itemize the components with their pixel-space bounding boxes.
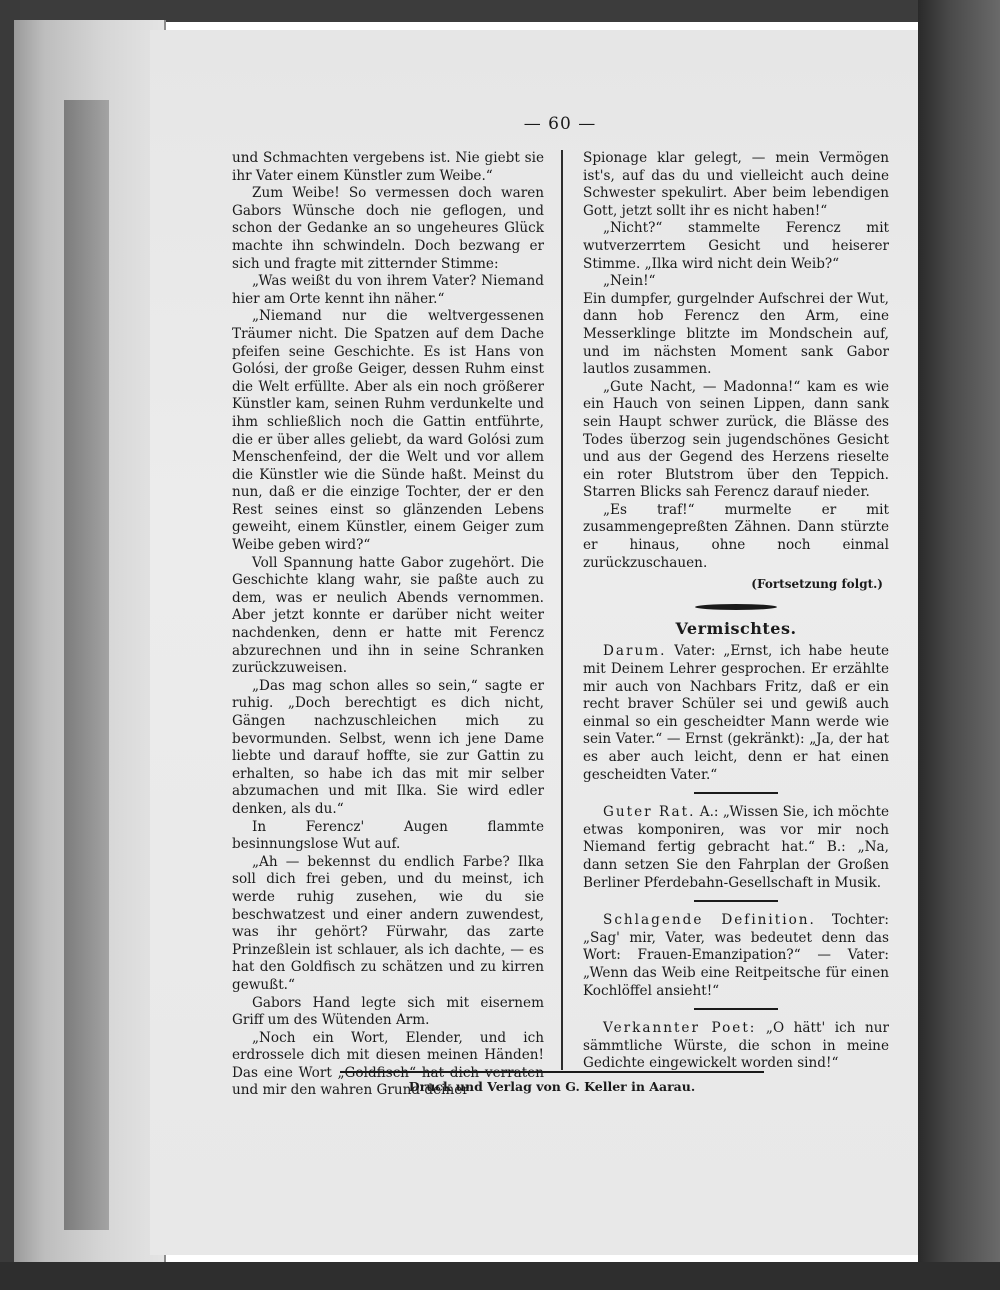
item-lead: Darum. (603, 643, 667, 660)
miscellany-item (583, 1020, 889, 1073)
paragraph: Zum Weibe! So vermessen doch waren Gabors Wünsche doch nie geflogen, und schon der Gedanke an so ungeheures Glück machte ihn schwindeln. Doch bezwang er sich und fragte mit zitternder Stimme: (232, 185, 544, 272)
miscellany-item (583, 804, 889, 892)
item-text: Vater: „Ernst, ich habe heute mit Deinem Lehrer gesprochen. Er erzählte mir auch von Nachbars Fritz, daß er ein recht braver Schüler sei und gewiß auch einmal so ein gescheidter Mann werde wie sein Vater.“ — Ernst (gekränkt): „Ja, der hat es aber auch leicht, denn er hat einen gescheidten Vater.“ (583, 643, 889, 783)
paragraph: Gabors Hand legte sich mit eisernem Griff um des Wütenden Arm. (232, 994, 544, 1029)
right-column (583, 150, 889, 1081)
scan-border-right (918, 0, 1000, 1290)
scan-border-top (0, 0, 1000, 22)
item-lead: Verkannter Poet: (603, 1020, 757, 1037)
paragraph: Voll Spannung hatte Gabor zugehört. Die Geschichte klang wahr, sie paßte auch zu dem, was er neulich Abends vernommen. Aber jetzt konnte er darüber nicht weiter nachdenken, denn er hatte mit Ferencz abzurechnen und ihn in seine Schranken zurückzuweisen. (232, 554, 544, 677)
item-divider (694, 792, 778, 794)
imprint-line: Druck und Verlag von G. Keller in Aarau. (408, 1079, 696, 1094)
paragraph: „Was weißt du von ihrem Vater? Niemand hier am Orte kennt ihn näher.“ (232, 273, 544, 307)
paragraph: „Niemand nur die weltvergessenen Träumer nicht. Die Spatzen auf dem Dache pfeifen seine Geschichte. Es ist Hans von Golósi, der große Geiger, dessen Ruhm einst die Welt erfüllte. Aber als ein noch größerer Künstler kam, seinen Ruhm verdunkelte und ihm schließlich noch die Gattin entführte, die er über alles geliebt, da ward Golósi zum Menschenfeind, der die Welt und vor allem die Künstler wie die Sünde haßt. Meinst du nun, daß er die einzige Tochter, der er den Rest seines einst so glänzenden Lebens geweiht, einem Künstler, einem Geiger zum Weibe geben wird?“ (232, 308, 544, 554)
paragraph: In Ferencz' Augen flammte besinnungslose Wut auf. (232, 818, 544, 853)
paragraph: „Gute Nacht, — Madonna!“ kam es wie ein Hauch von seinen Lippen, dann sank sein Haupt schwer zurück, die Blässe des Todes überzog sein jugendschönes Gesicht und aus der Gegend des Herzens rieselte ein roter Blutstrom über den Teppich. Starren Blicks sah Ferencz darauf nieder. (583, 378, 889, 501)
item-text: „O hätt' ich nur sämmtliche Würste, die schon in meine Gedichte eingewickelt worden sind!“ (583, 1020, 889, 1072)
paragraph: „Noch ein Wort, Elender, und ich erdrossele dich mit diesen meinen Händen! Das eine Wort „Goldfisch“ hat dich verraten und mir den wahren Grund deiner (232, 1029, 544, 1099)
paragraph: „Ah — bekennst du endlich Farbe? Ilka soll dich frei geben, und du meinst, ich werde ruhig zusehen, wie du sie beschwatzest und einer andern zuwendest, was ihr gehört? Fürwahr, das zarte Prinzeßlein ist schlauer, als ich dachte, — es hat den Goldfisch zu schätzen und zu kirren gewußt.“ (232, 853, 544, 993)
paragraph: „Es traf!“ murmelte er mit zusammengepreßten Zähnen. Dann stürzte er hinaus, ohne noch einmal zurückzuschauen. (583, 501, 889, 571)
item-text: Tochter: „Sag' mir, Vater, was bedeutet denn das Wort: Frauen-Emanzipation?“ — Vater: „Wenn das Weib eine Reitpeitsche für einen Kochlöffel ansieht!“ (583, 912, 889, 999)
column-divider (561, 150, 563, 1070)
continued-note: (Fortsetzung folgt.) (751, 577, 883, 592)
paragraph: Spionage klar gelegt, — mein Vermögen ist's, auf das du und vielleicht auch deine Schwester spekulirt. Aber beim lebendigen Gott, jetzt sollt ihr es nicht haben!“ (583, 150, 889, 219)
book-binding-strip (14, 20, 166, 1270)
item-lead: Guter Rat. (603, 804, 696, 821)
paragraph: „Das mag schon alles so sein,“ sagte er ruhig. „Doch berechtigt es dich nicht, Gängen nachzuschleichen mich zu bevormunden. Selbst, wenn ich jene Dame liebte und darauf hoffte, sie zur Gattin zu erhalten, so habe ich das mit mir selber abzumachen und mit Ilka. Sie wird edler denken, als du.“ (232, 677, 544, 817)
section-heading: Vermischtes. (675, 618, 797, 638)
paragraph: und Schmachten vergebens ist. Nie giebt sie ihr Vater einem Künstler zum Weibe.“ (232, 150, 544, 184)
page-number: — 60 — (523, 114, 597, 134)
item-lead: Schlagende Definition. (603, 912, 816, 929)
footer-rule (340, 1071, 764, 1073)
item-text: A.: „Wissen Sie, ich möchte etwas komponiren, was vor mir noch Niemand fertig gebracht hat.“ B.: „Na, dann setzen Sie den Fahrplan der Großen Berliner Pferdebahn-Gesellschaft in Musik. (583, 804, 889, 891)
miscellany-item (583, 643, 889, 784)
ornament-divider (695, 604, 777, 610)
item-divider (694, 900, 778, 902)
miscellany-item (583, 912, 889, 1000)
binding-shadow (64, 100, 109, 1230)
paragraph: Ein dumpfer, gurgelnder Aufschrei der Wut, dann hob Ferencz den Arm, eine Messerklinge blitzte im Mondschein auf, und im nächsten Moment sank Gabor lautlos zusammen. (583, 290, 889, 378)
paragraph: „Nicht?“ stammelte Ferencz mit wutverzerrtem Gesicht und heiserer Stimme. „Ilka wird nicht dein Weib?“ (583, 220, 889, 272)
left-column (232, 150, 544, 1100)
paragraph: „Nein!“ (603, 273, 656, 290)
scan-border-bottom (0, 1262, 1000, 1290)
item-divider (694, 1008, 778, 1010)
